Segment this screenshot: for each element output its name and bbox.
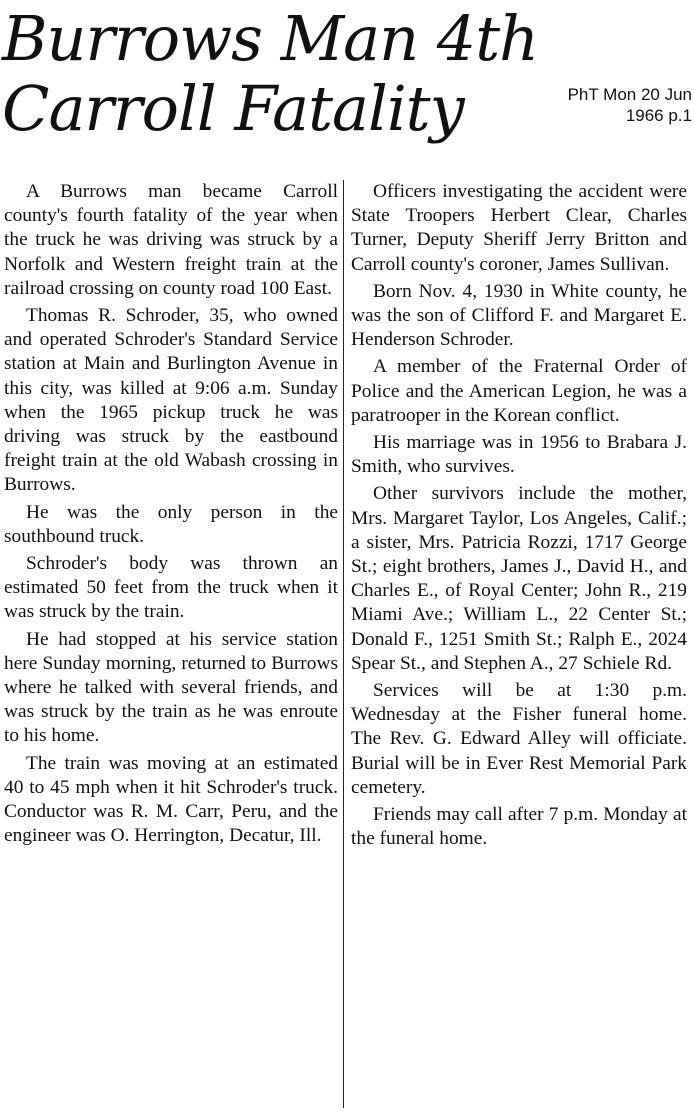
headline-line-1: Burrows Man 4th [2,2,539,75]
paragraph: Officers investigating the accident were State Troopers Herbert Clear, Charles Turner, Deputy Sheriff Jerry Britton and Carroll county's coroner, James Sullivan. [351,181,687,275]
column-divider [343,180,344,1108]
paragraph: A member of the Fraternal Order of Police and the American Legion, he was a paratrooper in the Korean conflict. [351,356,687,426]
paragraph: Schroder's body was thrown an estimated 50 feet from the truck when it was struck by the train. [4,553,338,623]
right-column [351,180,687,854]
paragraph: Thomas R. Schroder, 35, who owned and operated Schroder's Standard Service station at Main and Burlington Avenue in this city, was killed at 9:06 a.m. Sunday when the 1965 pickup truck he was driving was struck by the eastbound freight train at the old Wabash crossing in Burrows. [4,305,338,496]
paragraph: Born Nov. 4, 1930 in White county, he was the son of Clifford F. and Margaret E. Henderson Schroder. [351,280,687,351]
headline [2,4,562,144]
paragraph: The train was moving at an estimated 40 to 45 mph when it hit Schroder's truck. Conductor was R. M. Carr, Peru, and the engineer was O. Herrington, Decatur, Ill. [4,752,338,847]
source-annotation-line-2: 1966 p.1 [625,106,692,125]
paragraph: Other survivors include the mother, Mrs. Margaret Taylor, Los Angeles, Calif.; a sister, Mrs. Patricia Rozzi, 1717 George St.; eight brothers, James J., David H., and Charles E., of Royal Center; John R., 219 Miami Ave.; William L., 22 Center St.; Donald F., 1251 Smith St.; Ralph E., 2024 Spear St., and Stephen A., 27 Schiele Rd. [351,483,687,674]
left-column [4,180,338,851]
headline-line-2: Carroll Fatality [2,72,464,145]
paragraph: Friends may call after 7 p.m. Monday at the funeral home. [351,804,687,850]
paragraph: A Burrows man became Carroll county's fourth fatality of the year when the truck he was driving was struck by a Norfolk and Western freight train at the railroad crossing on county road 100 East. [4,181,338,299]
source-annotation-line-1: PhT Mon 20 Jun [567,85,692,104]
paragraph: His marriage was in 1956 to Brabara J. Smith, who survives. [351,432,687,478]
paragraph: He was the only person in the southbound truck. [4,501,338,547]
paragraph: Services will be at 1:30 p.m. Wednesday at the Fisher funeral home. The Rev. G. Edward Alley will officiate. Burial will be in Ever Rest Memorial Park cemetery. [351,680,687,798]
source-annotation [542,84,692,126]
paragraph: He had stopped at his service station here Sunday morning, returned to Burrows where he talked with several friends, and was struck by the train as he was enroute to his home. [4,628,338,747]
